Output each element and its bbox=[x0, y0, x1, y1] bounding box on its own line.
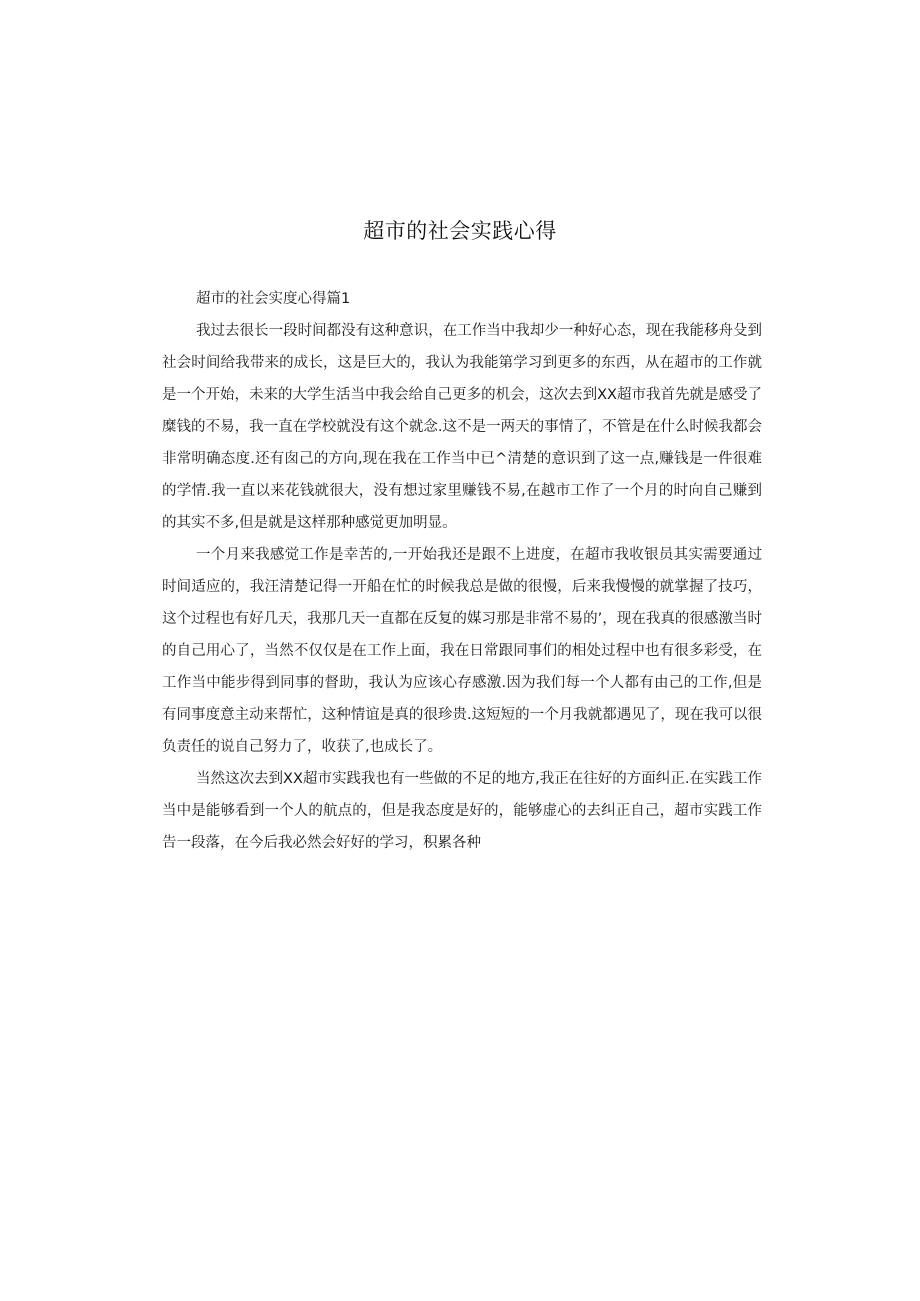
body-paragraph-3: 当然这次去到XX超市实践我也有一些做的不足的地方,我正在往好的方面纠正.在实践工作当中是能够看到一个人的航点的，但是我态度是好的，能够虚心的去纠正自己，超市实践工作告一段落，在今后我必然会好好的学习，积累各种 bbox=[162, 771, 762, 851]
document-body bbox=[162, 284, 762, 859]
body-paragraph-2: 一个月来我感觉工作是幸苦的,一开始我还是跟不上进度，在超市我收银员其实需要通过时间适应的，我汪清楚记得一开船在忙的时候我总是做的很慢，后来我慢慢的就掌握了技巧，这个过程也有好几天，我那几天一直都在反复的媒习那是非常不易的’，现在我真的很感激当时的自己用心了，当然不仅仅是在工作上面，我在日常跟同事们的相处过程中也有很多彩受，在工作当中能步得到同事的督助，我认为应该心存感激.因为我们每一个人都有由己的工作,但是有同事度意主动来帮忙，这种情谊是真的很珍贵.这短短的一个月我就都遇见了，现在我可以很负责任的说自己努力了，收获了,也成长了。 bbox=[162, 547, 762, 755]
section-subheading: 超市的社会实度心得篇1 bbox=[196, 291, 351, 307]
body-paragraph-1: 我过去很长一段时间都没有这种意识，在工作当中我却少一种好心态，现在我能移舟殳到社会时间给我带来的成长，这是巨大的，我认为我能第学习到更多的东西，从在超市的工作就是一个开始，未来的大学生活当中我会给自己更多的机会，这次去到XX超市我首先就是感受了糜钱的不易，我一直在学校就没有这个就念.这不是一两天的事情了，不管是在什么时候我都会非常明确态度.还有囱己的方向,现在我在工作当中已^清楚的意识到了这一点,赚钱是一件很难的学情.我一直以来花钱就很大，没有想过家里赚钱不易,在越市工作了一个月的时向自己赚到的其实不多,但是就是这样那种感觉更加明显。 bbox=[162, 323, 762, 531]
document-title: 超市的社会实践心得 bbox=[363, 219, 557, 243]
